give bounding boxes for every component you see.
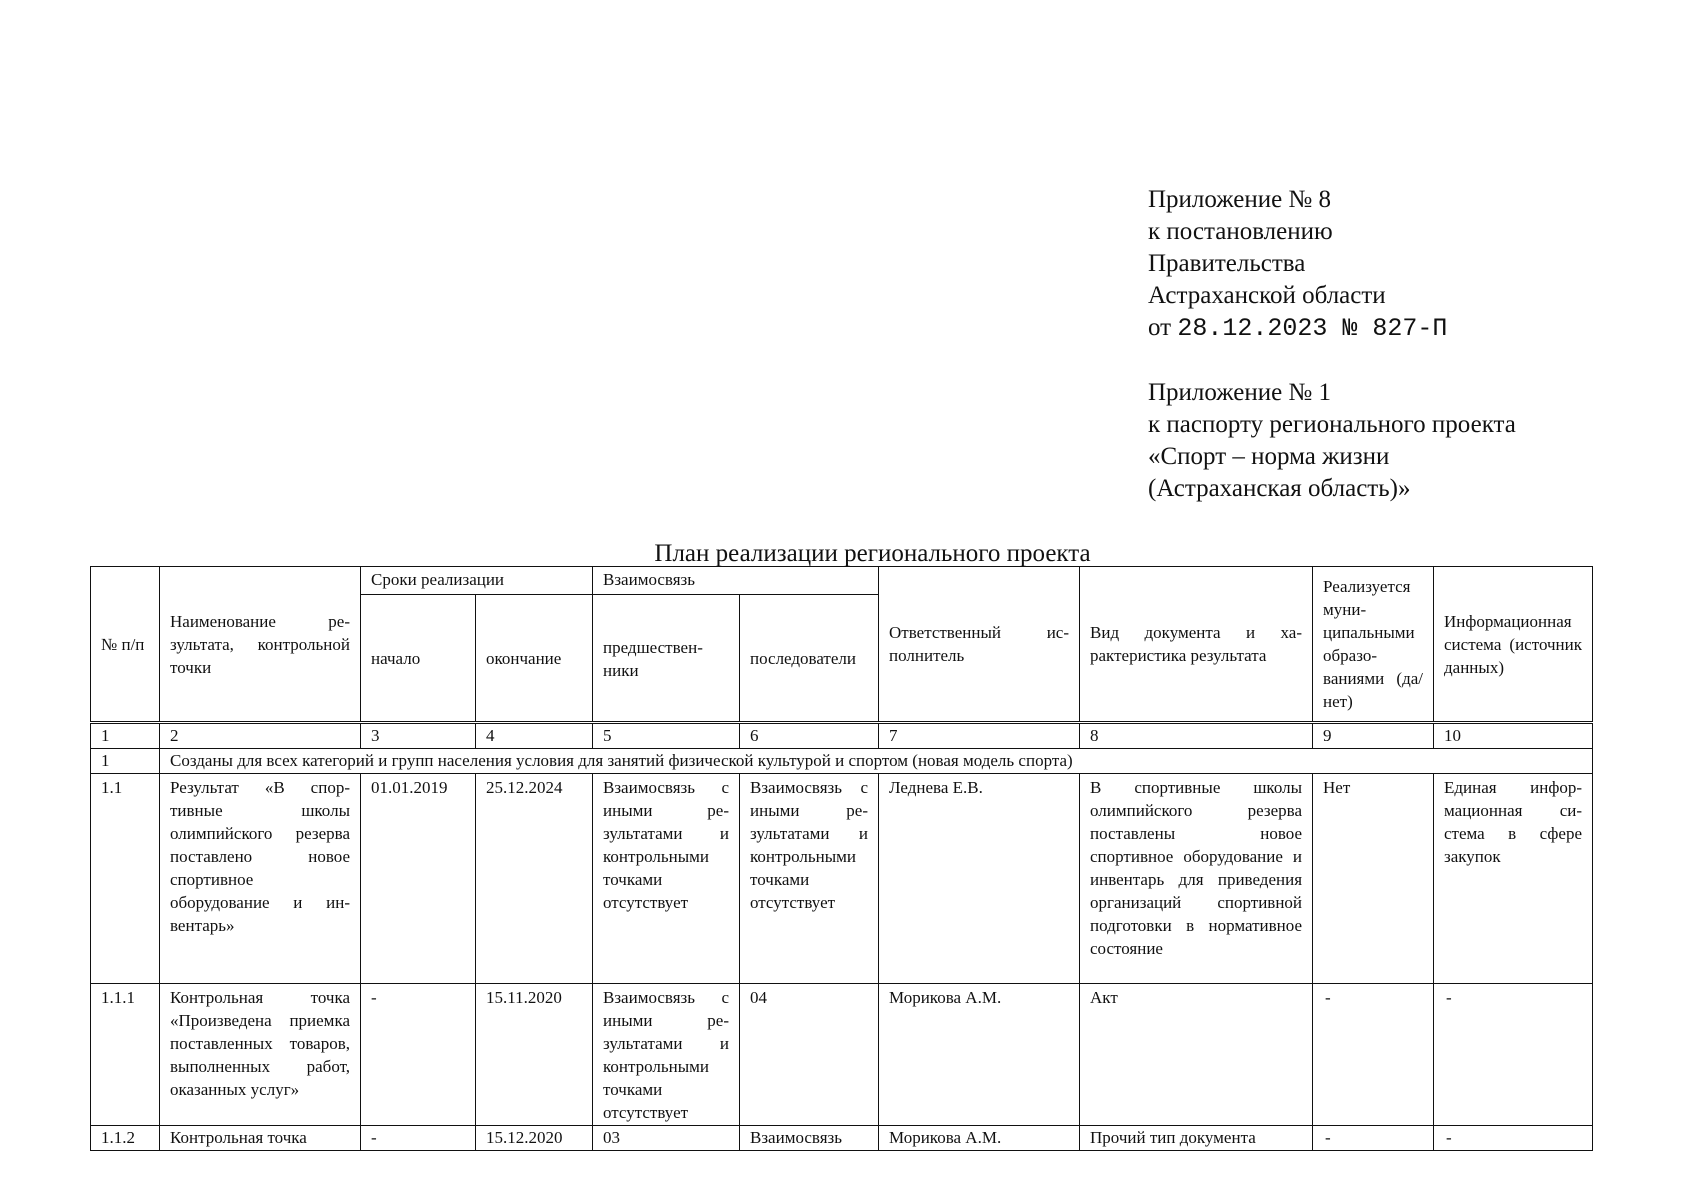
header-municipal: Реализуется муниципальными образованиями (да/нет) xyxy=(1313,567,1434,723)
section-row xyxy=(91,749,1593,774)
row-executor: Морикова А.М. xyxy=(879,984,1080,1126)
header-row xyxy=(91,567,1593,595)
row-executor: Морикова А.М. xyxy=(879,1126,1080,1151)
column-number: 1 xyxy=(91,723,160,749)
appendix-1-line: (Астраханская область)» xyxy=(1148,475,1411,502)
column-number: 10 xyxy=(1434,723,1593,749)
row-successors: 04 xyxy=(740,984,879,1126)
appendix-1-line: Приложение № 1 xyxy=(1148,379,1332,406)
row-name: Контрольная точка xyxy=(160,1126,361,1151)
row-successors: Взаимосвязь с иными результатами и контрольными точками отсутствует xyxy=(740,774,879,984)
appendix-1-block xyxy=(1148,377,1516,505)
row-info-system: Единая информационная система в сфере закупок xyxy=(1434,774,1593,984)
plan-table xyxy=(90,566,1593,1151)
row-executor: Леднева Е.В. xyxy=(879,774,1080,984)
header-info-system: Информационная система (источник данных) xyxy=(1434,567,1593,723)
appendix-8-line: Приложение № 8 xyxy=(1148,186,1332,213)
row-start: 01.01.2019 xyxy=(361,774,476,984)
appendix-1-line: «Спорт – норма жизни xyxy=(1148,443,1390,470)
date-prefix: от xyxy=(1148,314,1172,341)
row-municipal: Нет xyxy=(1313,774,1434,984)
row-num: 1.1.2 xyxy=(91,1126,160,1151)
handwritten-date-number: 28.12.2023 № 827-П xyxy=(1177,314,1448,343)
header-executor: Ответственный исполнитель xyxy=(879,567,1080,723)
row-name: Контрольная точка «Произведена приемка поставленных товаров, выполненных работ, оказанных услуг» xyxy=(160,984,361,1126)
column-number: 9 xyxy=(1313,723,1434,749)
table-row xyxy=(91,1126,1593,1151)
column-number-row xyxy=(91,723,1593,749)
header-doc-type: Вид документа и характеристика результата xyxy=(1080,567,1313,723)
row-end: 15.11.2020 xyxy=(476,984,593,1126)
row-num: 1.1 xyxy=(91,774,160,984)
table-row xyxy=(91,984,1593,1126)
row-municipal: - xyxy=(1313,1126,1434,1151)
header-num: № п/п xyxy=(91,567,160,723)
row-doc-type: Акт xyxy=(1080,984,1313,1126)
document-title: План реализации регионального проекта xyxy=(654,540,1091,567)
column-number: 2 xyxy=(160,723,361,749)
appendix-8-block xyxy=(1148,184,1447,345)
row-start: - xyxy=(361,984,476,1126)
header-relation-group: Взаимосвязь xyxy=(593,567,879,595)
row-info-system: - xyxy=(1434,984,1593,1126)
header-successors: последователи xyxy=(740,595,879,723)
appendix-8-line: Астраханской области xyxy=(1148,282,1386,309)
column-number: 7 xyxy=(879,723,1080,749)
row-successors: Взаимосвязь xyxy=(740,1126,879,1151)
header-end: окончание xyxy=(476,595,593,723)
header-name: Наименование результата, контрольной точки xyxy=(160,567,361,723)
row-predecessors: Взаимосвязь с иными результатами и контрольными точками отсутствует xyxy=(593,774,740,984)
row-num: 1.1.1 xyxy=(91,984,160,1126)
row-doc-type: Прочий тип документа xyxy=(1080,1126,1313,1151)
row-predecessors: 03 xyxy=(593,1126,740,1151)
header-terms-group: Сроки реализации xyxy=(361,567,593,595)
row-info-system: - xyxy=(1434,1126,1593,1151)
row-start: - xyxy=(361,1126,476,1151)
section-title: Созданы для всех категорий и групп населения условия для занятий физической культурой и спортом (новая модель спорта) xyxy=(160,749,1593,774)
row-name: Результат «В спортивные школы олимпийского резерва поставлено новое спортивное оборудование и инвентарь» xyxy=(160,774,361,984)
row-end: 15.12.2020 xyxy=(476,1126,593,1151)
column-number: 3 xyxy=(361,723,476,749)
column-number: 5 xyxy=(593,723,740,749)
row-municipal: - xyxy=(1313,984,1434,1126)
column-number: 4 xyxy=(476,723,593,749)
section-num: 1 xyxy=(91,749,160,774)
table-row xyxy=(91,774,1593,984)
appendix-1-line: к паспорту регионального проекта xyxy=(1148,411,1516,438)
header-predecessors: предшественники xyxy=(593,595,740,723)
column-number: 8 xyxy=(1080,723,1313,749)
row-end: 25.12.2024 xyxy=(476,774,593,984)
row-predecessors: Взаимосвязь с иными результатами и контрольными точками отсутствует xyxy=(593,984,740,1126)
column-number: 6 xyxy=(740,723,879,749)
appendix-8-line: к постановлению xyxy=(1148,218,1333,245)
row-doc-type: В спортивные школы олимпийского резерва поставлены новое спортивное оборудование и инвентарь для приведения организаций спортивной подготовки в нормативное состояние xyxy=(1080,774,1313,984)
appendix-8-line: Правительства xyxy=(1148,250,1306,277)
header-start: начало xyxy=(361,595,476,723)
appendix-8-date-line xyxy=(1148,312,1447,345)
